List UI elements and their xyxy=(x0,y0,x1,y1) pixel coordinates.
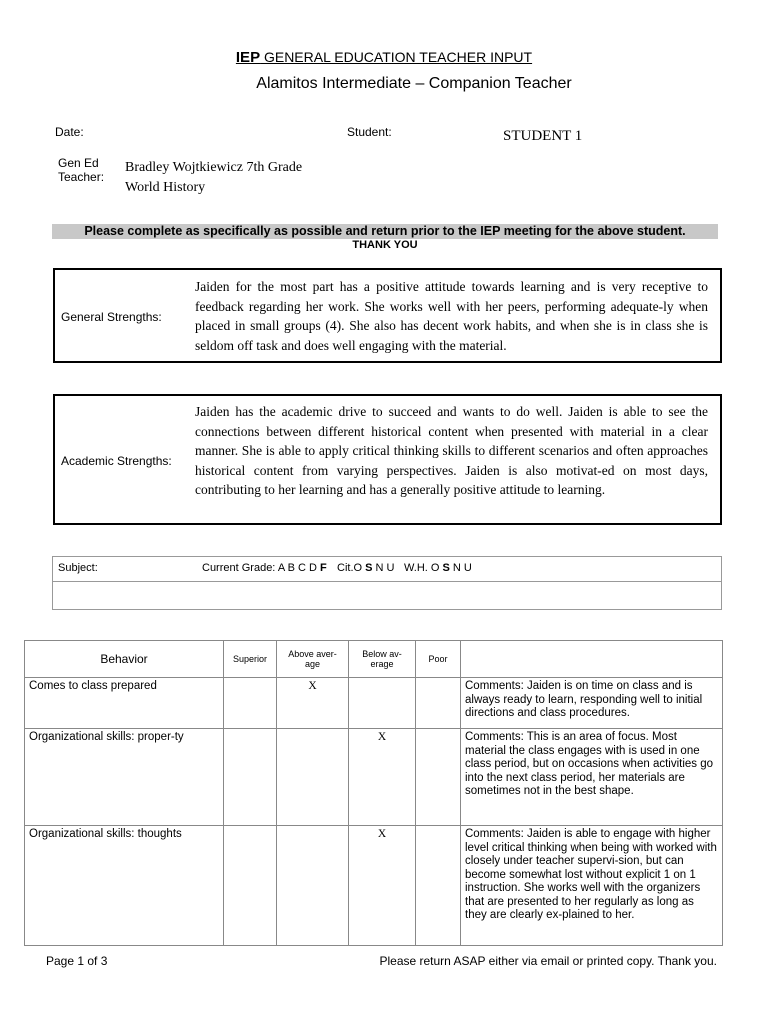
teacher-label xyxy=(58,156,104,184)
teacher-value-line2: World History xyxy=(125,180,206,195)
general-strengths-box xyxy=(53,268,722,363)
subject-row xyxy=(53,557,721,582)
student-label: Student: xyxy=(347,125,392,139)
behavior-cell: Organizational skills: proper-ty xyxy=(25,729,224,826)
academic-strengths-text: Jaiden has the academic drive to succeed and wants to do well. Jaiden is able to see the connections between different historical content when presented with material in a clear manner. She is able to apply critical thinking skills to different scenarios and often approaches historical content from varying perspectives. Jaiden is also motivat-ed on most days, contributing to her learning and has a generally positive attitude to learning. xyxy=(195,404,708,498)
header-above-average: Above aver-age xyxy=(277,641,349,678)
general-strengths-label: General Strengths: xyxy=(61,310,162,324)
form-title-bold: IEP xyxy=(235,49,261,66)
comment-cell: Comments: This is an area of focus. Most material the class engages with is used in one class period, but on occasions when activities go into the next class period, her materials are sometimes not in the best shape. xyxy=(461,729,723,826)
academic-strengths-box xyxy=(53,394,722,525)
footer-note: Please return ASAP either via email or printed copy. Thank you. xyxy=(379,954,717,968)
teacher-label-line1: Gen Ed xyxy=(58,156,99,170)
behavior-cell: Organizational skills: thoughts xyxy=(25,826,224,946)
cit-grade xyxy=(337,562,394,574)
behavior-cell: Comes to class prepared xyxy=(25,678,224,729)
header-behavior: Behavior xyxy=(25,641,224,678)
superior-cell xyxy=(224,826,277,946)
superior-cell xyxy=(224,729,277,826)
thank-you-text: THANK YOU xyxy=(352,239,418,251)
current-grade-selected: F xyxy=(320,562,327,574)
below-average-mark: X xyxy=(349,826,416,946)
above-average-cell xyxy=(277,826,349,946)
date-label: Date: xyxy=(55,125,84,139)
header-comments xyxy=(461,641,723,678)
form-subtitle: Alamitos Intermediate – Companion Teacher xyxy=(256,75,572,92)
cit-grade-rest: N U xyxy=(372,562,395,574)
teacher-value-line1: Bradley Wojtkiewicz 7th Grade xyxy=(125,160,303,175)
student-value: STUDENT 1 xyxy=(503,128,583,144)
wh-grade-label: W.H. O xyxy=(404,562,443,574)
wh-grade xyxy=(404,562,472,574)
form-title-rest: GENERAL EDUCATION TEACHER INPUT xyxy=(260,49,533,65)
current-grade xyxy=(202,562,327,574)
page-number: Page 1 of 3 xyxy=(46,954,108,968)
comment-cell: Comments: Jaiden is on time on class and is always ready to learn, responding well to initial directions and class procedures. xyxy=(461,678,723,729)
behavior-table xyxy=(24,640,723,946)
header-superior: Superior xyxy=(224,641,277,678)
subject-box xyxy=(52,556,722,610)
above-average-mark: X xyxy=(277,678,349,729)
subject-label: Subject: xyxy=(58,562,98,574)
table-row xyxy=(25,826,723,946)
comment-cell: Comments: Jaiden is able to engage with higher level critical thinking when being with worked with closely under teacher supervi-sion, but can become somewhat lost without explicit 1 on 1 instruction. She works well with the organizers that are presented to her regularly as long as they are clearly ex-plained to her. xyxy=(461,826,723,946)
superior-cell xyxy=(224,678,277,729)
general-strengths-text: Jaiden for the most part has a positive attitude towards learning and is very receptive to feedback regarding her work. She works well with her peers, performing adequate-ly when placed in small groups (4). She also has decent work habits, and when she is in class she is seldom off task and does well engaging with the material. xyxy=(195,279,708,353)
cit-grade-selected: S xyxy=(365,562,373,574)
academic-strengths-label: Academic Strengths: xyxy=(61,454,172,468)
teacher-label-line2: Teacher: xyxy=(58,170,105,184)
header-poor: Poor xyxy=(416,641,461,678)
below-average-cell xyxy=(349,678,416,729)
header-below-average: Below av-erage xyxy=(349,641,416,678)
wh-grade-selected: S xyxy=(442,562,450,574)
table-header-row xyxy=(25,641,723,678)
above-average-cell xyxy=(277,729,349,826)
table-row xyxy=(25,678,723,729)
instructions-text: Please complete as specifically as possible and return prior to the IEP meeting for the above student. xyxy=(52,224,718,239)
below-average-mark: X xyxy=(349,729,416,826)
form-title xyxy=(0,49,768,66)
cit-grade-label: Cit.O xyxy=(337,562,366,574)
current-grade-label: Current Grade: A B C D xyxy=(202,562,320,574)
wh-grade-rest: N U xyxy=(449,562,472,574)
poor-cell xyxy=(416,826,461,946)
poor-cell xyxy=(416,729,461,826)
teacher-value xyxy=(125,158,302,198)
poor-cell xyxy=(416,678,461,729)
table-row xyxy=(25,729,723,826)
